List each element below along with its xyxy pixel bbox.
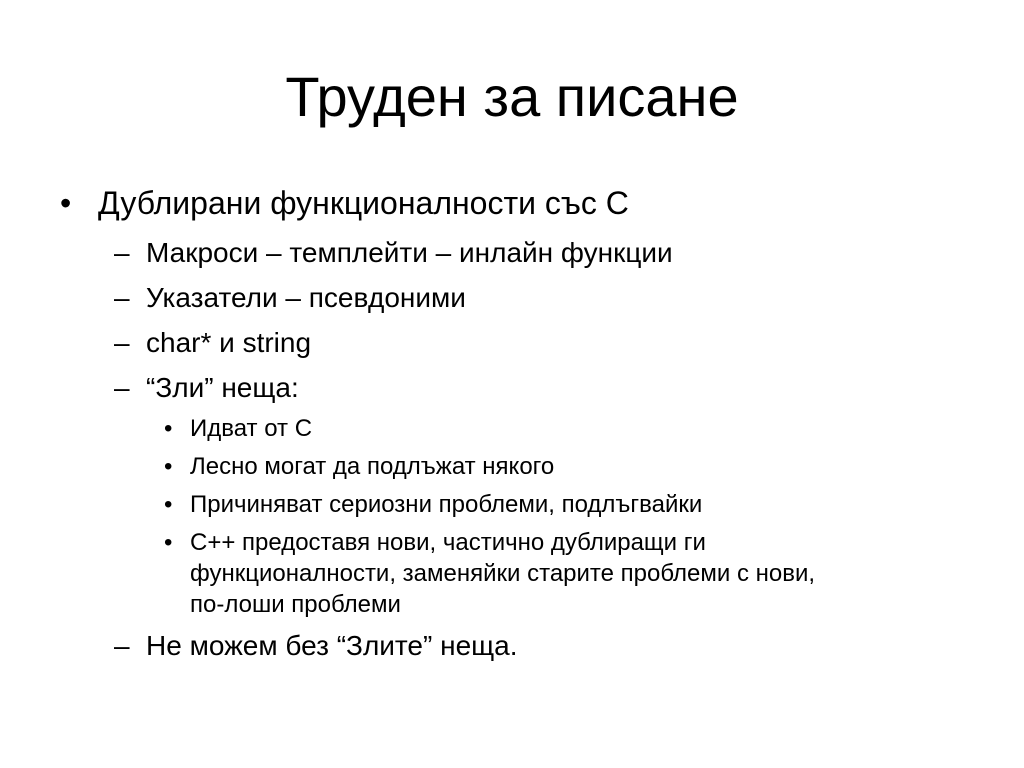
- dash-marker: –: [114, 237, 130, 268]
- dash-marker: –: [114, 327, 130, 358]
- bullet-marker: •: [164, 491, 173, 518]
- dash-marker: –: [114, 630, 130, 661]
- sub-bullet-item: Не можем без “Злите” неща.: [146, 630, 518, 661]
- bullet-item: Дублирани функционалности със С: [98, 185, 629, 221]
- sub-sub-bullet-item: Идват от С: [190, 415, 313, 442]
- dash-marker: –: [114, 282, 130, 313]
- bullet-marker: •: [60, 185, 72, 221]
- sub-sub-bullet-item-continued: функционалности, заменяйки старите проблеми с нови,: [190, 560, 816, 587]
- sub-bullet-item: Макроси – темплейти – инлайн функции: [146, 237, 673, 268]
- sub-bullet-item: char* и string: [146, 327, 312, 358]
- bullet-marker: •: [164, 415, 173, 442]
- bullet-marker: •: [164, 529, 173, 556]
- bullet-marker: •: [164, 453, 173, 480]
- sub-sub-bullet-item: С++ предоставя нови, частично дублиращи ги: [190, 529, 706, 556]
- dash-marker: –: [114, 372, 130, 403]
- sub-sub-bullet-item: Лесно могат да подлъжат някого: [190, 453, 555, 480]
- sub-sub-bullet-item: Причиняват сериозни проблеми, подлъгвайки: [190, 491, 703, 518]
- sub-bullet-item: Указатели – псевдоними: [146, 282, 466, 313]
- slide-title: Труден за писане: [285, 65, 739, 128]
- sub-sub-bullet-item-continued: по-лоши проблеми: [190, 591, 401, 618]
- sub-bullet-item: “Зли” неща:: [146, 372, 299, 403]
